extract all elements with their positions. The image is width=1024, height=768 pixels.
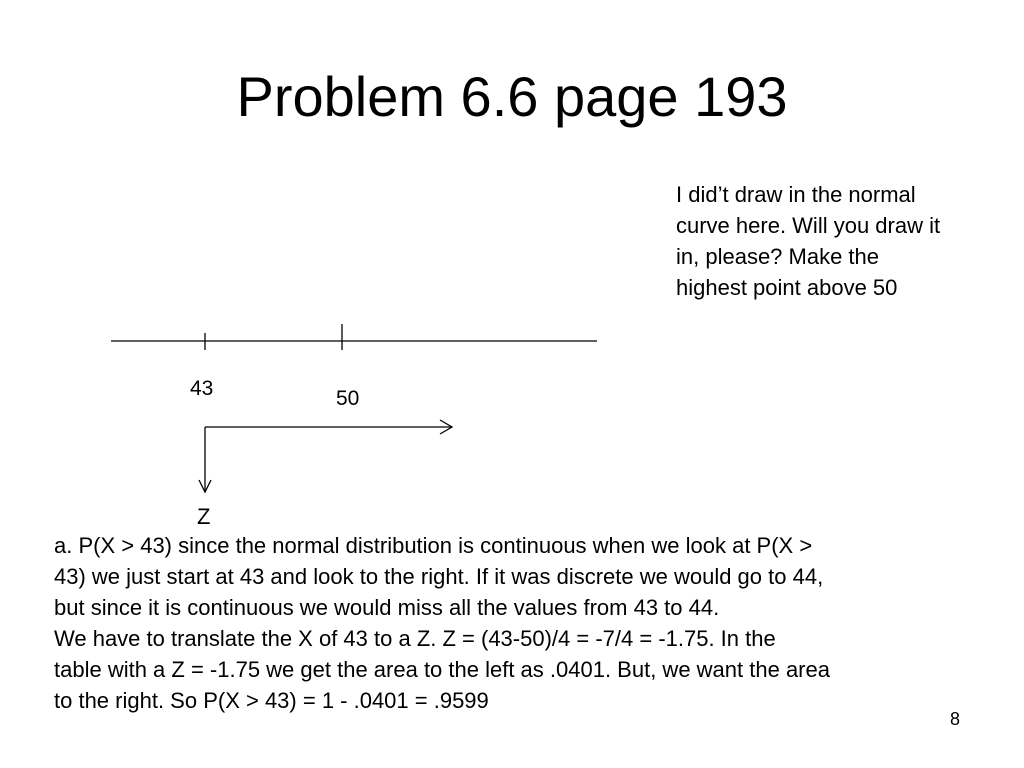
tick-label-43: 43 xyxy=(190,377,214,400)
axis-label-z: Z xyxy=(197,504,211,529)
note-line: highest point above 50 xyxy=(676,275,898,300)
tick-label-50: 50 xyxy=(336,387,360,410)
down-arrow xyxy=(199,427,211,492)
solution-line: table with a Z = -1.75 we get the area to the left as .0401. But, we want the area xyxy=(54,657,830,682)
page-number: 8 xyxy=(950,709,961,729)
note-line: in, please? Make the xyxy=(676,244,880,269)
note-line: I did’t draw in the normal xyxy=(676,182,916,207)
note-line: curve here. Will you draw it xyxy=(676,213,941,238)
right-arrow xyxy=(205,420,452,434)
solution-line: a. P(X > 43) since the normal distribution is continuous when we look at P(X > xyxy=(54,533,813,558)
solution-line: to the right. So P(X > 43) = 1 - .0401 = .9599 xyxy=(54,688,489,713)
solution-line: We have to translate the X of 43 to a Z. Z = (43-50)/4 = -7/4 = -1.75. In the xyxy=(54,626,776,651)
slide-title: Problem 6.6 page 193 xyxy=(236,65,788,128)
solution-line: 43) we just start at 43 and look to the right. If it was discrete we would go to 44, xyxy=(54,564,824,589)
solution-text xyxy=(54,530,984,716)
solution-line: but since it is continuous we would miss all the values from 43 to 44. xyxy=(54,595,720,620)
